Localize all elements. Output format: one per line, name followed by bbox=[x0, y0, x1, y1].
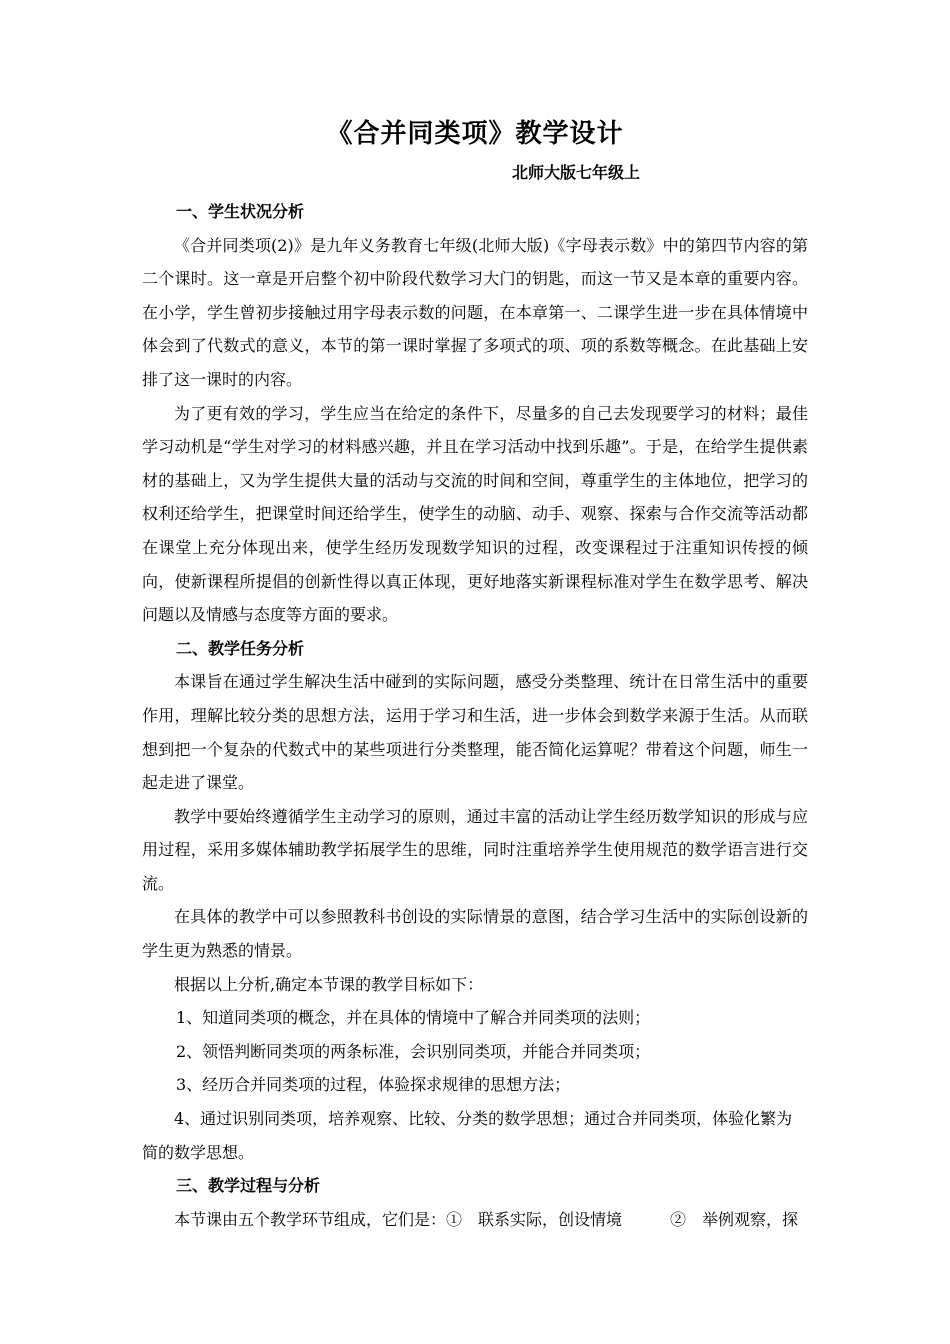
document-body bbox=[142, 195, 808, 1236]
paragraph: 教学中要始终遵循学生主动学习的原则，通过丰富的活动让学生经历数学知识的形成与应用过程，采用多媒体辅助教学拓展学生的思维，同时注重培养学生使用规范的数学语言进行交流。 bbox=[142, 806, 808, 893]
paragraph: 本节课由五个教学环节组成，它们是：① 联系实际，创设情境 ② 举例观察，探 bbox=[174, 1209, 799, 1229]
section-heading: 一、学生状况分析 bbox=[176, 202, 305, 221]
paragraph: 在具体的教学中可以参照教科书创设的实际情景的意图，结合学习生活中的实际创设新的学生更为熟悉的情景。 bbox=[142, 907, 808, 961]
paragraph: 本课旨在通过学生解决生活中碰到的实际问题，感受分类整理、统计在日常生活中的重要作用，理解比较分类的思想方法，运用于学习和生活，进一步体会到数学来源于生活。从而联想到把一个复杂的代数式中的某些项进行分类整理，能否简化运算呢？带着这个问题，师生一起走进了课堂。 bbox=[142, 672, 808, 793]
section-heading: 二、教学任务分析 bbox=[176, 638, 305, 658]
paragraph: 《合并同类项(2)》是九年义务教育七年级(北师大版)《字母表示数》中的第四节内容的第二个课时。这一章是开启整个初中阶段代数学习大门的钥匙，而这一节又是本章的重要内容。在小学，学生曾初步接触过用字母表示数的问题，在本章第一、二课学生进一步在具体情境中体会到了代数式的意义，本节的第一课时掌握了多项式的项、项的系数等概念。在此基础上安排了这一课时的内容。 bbox=[142, 235, 808, 389]
objective-item: 3、经历合并同类项的过程，体验探求规律的思想方法； bbox=[176, 1075, 571, 1095]
document-subtitle: 北师大版七年级上 bbox=[512, 163, 641, 182]
document-title: 《合并同类项》教学设计 bbox=[326, 119, 624, 149]
paragraph: 为了更有效的学习，学生应当在给定的条件下，尽量多的自己去发现要学习的材料；最佳学习动机是“学生对学习的材料感兴趣，并且在学习活动中找到乐趣”。于是，在给学生提供素材的基础上，又为学生提供大量的活动与交流的时间和空间，尊重学生的主体地位，把学习的权利还给学生，把课堂时间还给学生，使学生的动脑、动手、观察、探索与合作交流等活动都在课堂上充分体现出来，使学生经历发现数学知识的过程，改变课程过于注重知识传授的倾向，使新课程所提倡的创新性得以真正体现，更好地落实新课程标准对学生在数学思考、解决问题以及情感与态度等方面的要求。 bbox=[142, 403, 808, 625]
section-heading: 三、教学过程与分析 bbox=[176, 1176, 321, 1196]
objective-item: 2、领悟判断同类项的两条标准，会识别同类项，并能合并同类项； bbox=[176, 1041, 651, 1061]
paragraph: 根据以上分析,确定本节课的教学目标如下： bbox=[174, 974, 484, 994]
objective-item: 1、知道同类项的概念，并在具体的情境中了解合并同类项的法则； bbox=[176, 1008, 651, 1028]
objective-item: 4、通过识别同类项，培养观察、比较、分类的数学思想；通过合并同类项，体验化繁为简的数学思想。 bbox=[142, 1109, 793, 1162]
